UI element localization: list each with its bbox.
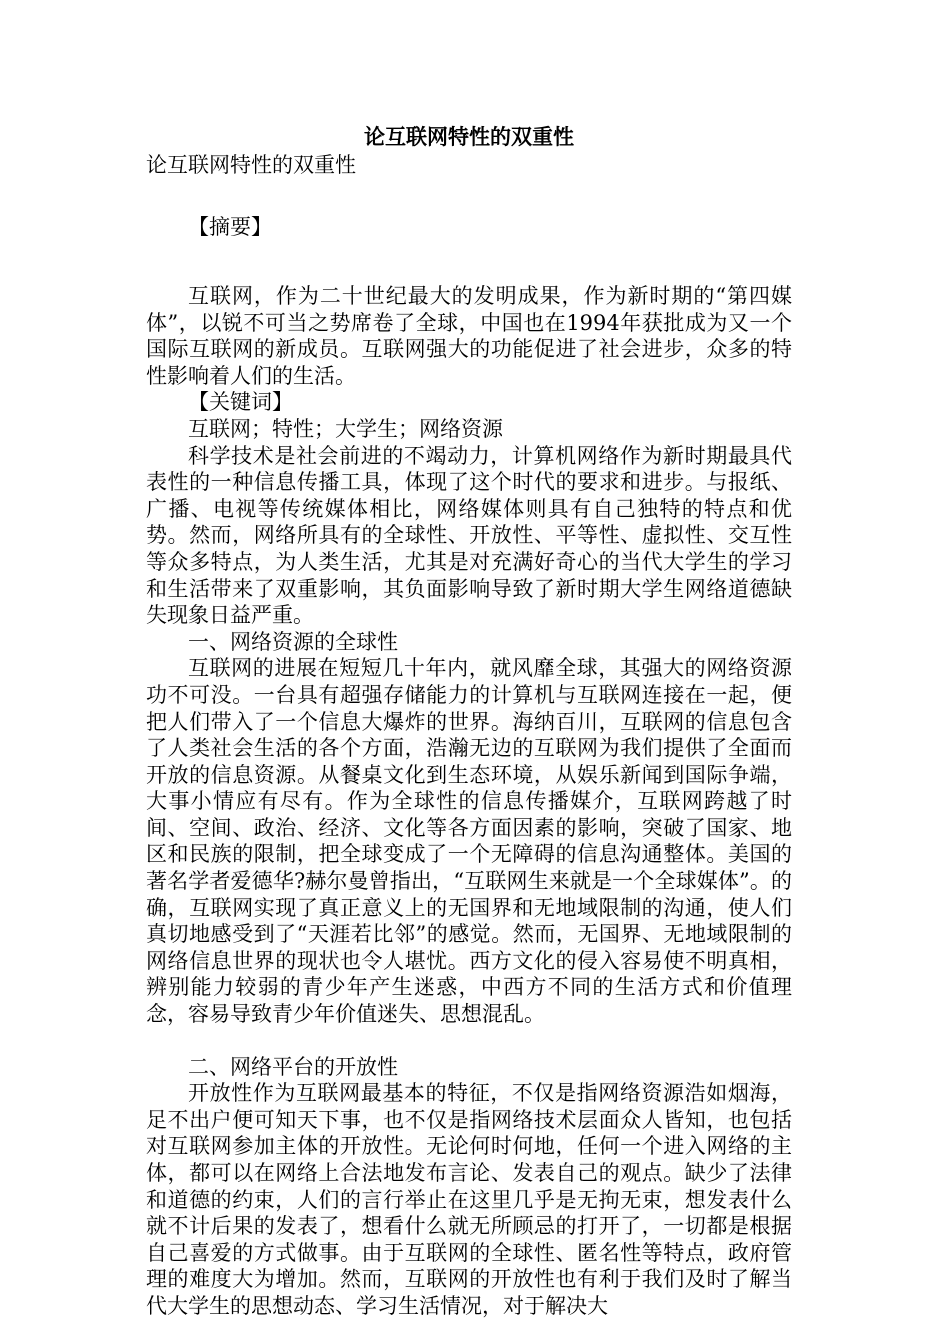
document-title: 论互联网特性的双重性 (364, 124, 574, 149)
spacer (146, 1028, 792, 1054)
abstract-heading: 【摘要】 (188, 215, 272, 239)
section1-heading: 一、网络资源的全球性 (188, 629, 398, 654)
keywords-text: 互联网；特性；大学生；网络资源 (188, 416, 503, 441)
spacer (146, 241, 792, 283)
section2-heading: 二、网络平台的开放性 (188, 1054, 398, 1079)
spacer (146, 179, 792, 214)
document-page (146, 122, 792, 1320)
section1-paragraph: 互联网的进展在短短几十年内，就风靡全球，其强大的网络资源功不可没。一台具有超强存储能力的计算机与互联网连接在一起，便把人们带入了一个信息大爆炸的世界。海纳百川，互联网的信息包含了人类社会生活的各个方面，浩瀚无边的互联网为我们提供了全面而开放的信息资源。从餐桌文化到生态环境，从娱乐新闻到国际争端，大事小情应有尽有。作为全球性的信息传播媒介，互联网跨越了时间、空间、政治、经济、文化等各方面因素的影响，突破了国家、地区和民族的限制，把全球变成了一个无障碍的信息沟通整体。美国的著名学者爱德华?赫尔曼曾指出，“互联网生来就是一个全球媒体”。的确，互联网实现了真正意义上的无国界和无地域限制的沟通，使人们真切地感受到了“天涯若比邻”的感觉。然而，无国界、无地域限制的网络信息世界的现状也令人堪忧。西方文化的侵入容易使不明真相，辨别能力较弱的青少年产生迷惑，中西方不同的生活方式和价值理念，容易导致青少年价值迷失、思想混乱。 (146, 656, 792, 1027)
document-subtitle: 论互联网特性的双重性 (146, 153, 356, 177)
intro-paragraph: 科学技术是社会前进的不竭动力，计算机网络作为新时期最具代表性的一种信息传播工具，体现了这个时代的要求和进步。与报纸、广播、电视等传统媒体相比，网络媒体则具有自己独特的特点和优势。然而，网络所具有的全球性、开放性、平等性、虚拟性、交互性等众多特点，为人类生活，尤其是对充满好奇心的当代大学生的学习和生活带来了双重影响，其负面影响导致了新时期大学生网络道德缺失现象日益严重。 (146, 443, 792, 628)
abstract-paragraph: 互联网，作为二十世纪最大的发明成果，作为新时期的“第四媒体”，以锐不可当之势席卷了全球，中国也在1994年获批成为又一个国际互联网的新成员。互联网强大的功能促进了社会进步，众多的特性影响着人们的生活。 (146, 284, 792, 388)
keywords-heading: 【关键词】 (188, 390, 293, 415)
section2-paragraph: 开放性作为互联网最基本的特征，不仅是指网络资源浩如烟海，足不出户便可知天下事，也不仅是指网络技术层面众人皆知，也包括对互联网参加主体的开放性。无论何时何地，任何一个进入网络的主体，都可以在网络上合法地发布言论、发表自己的观点。缺少了法律和道德的约束，人们的言行举止在这里几乎是无拘无束，想发表什么就不计后果的发表了，想看什么就无所顾忌的打开了，一切都是根据自己喜爱的方式做事。由于互联网的全球性、匿名性等特点，政府管理的难度大为增加。然而，互联网的开放性也有利于我们及时了解当代大学生的思想动态、学习生活情况，对于解决大 (146, 1081, 792, 1318)
